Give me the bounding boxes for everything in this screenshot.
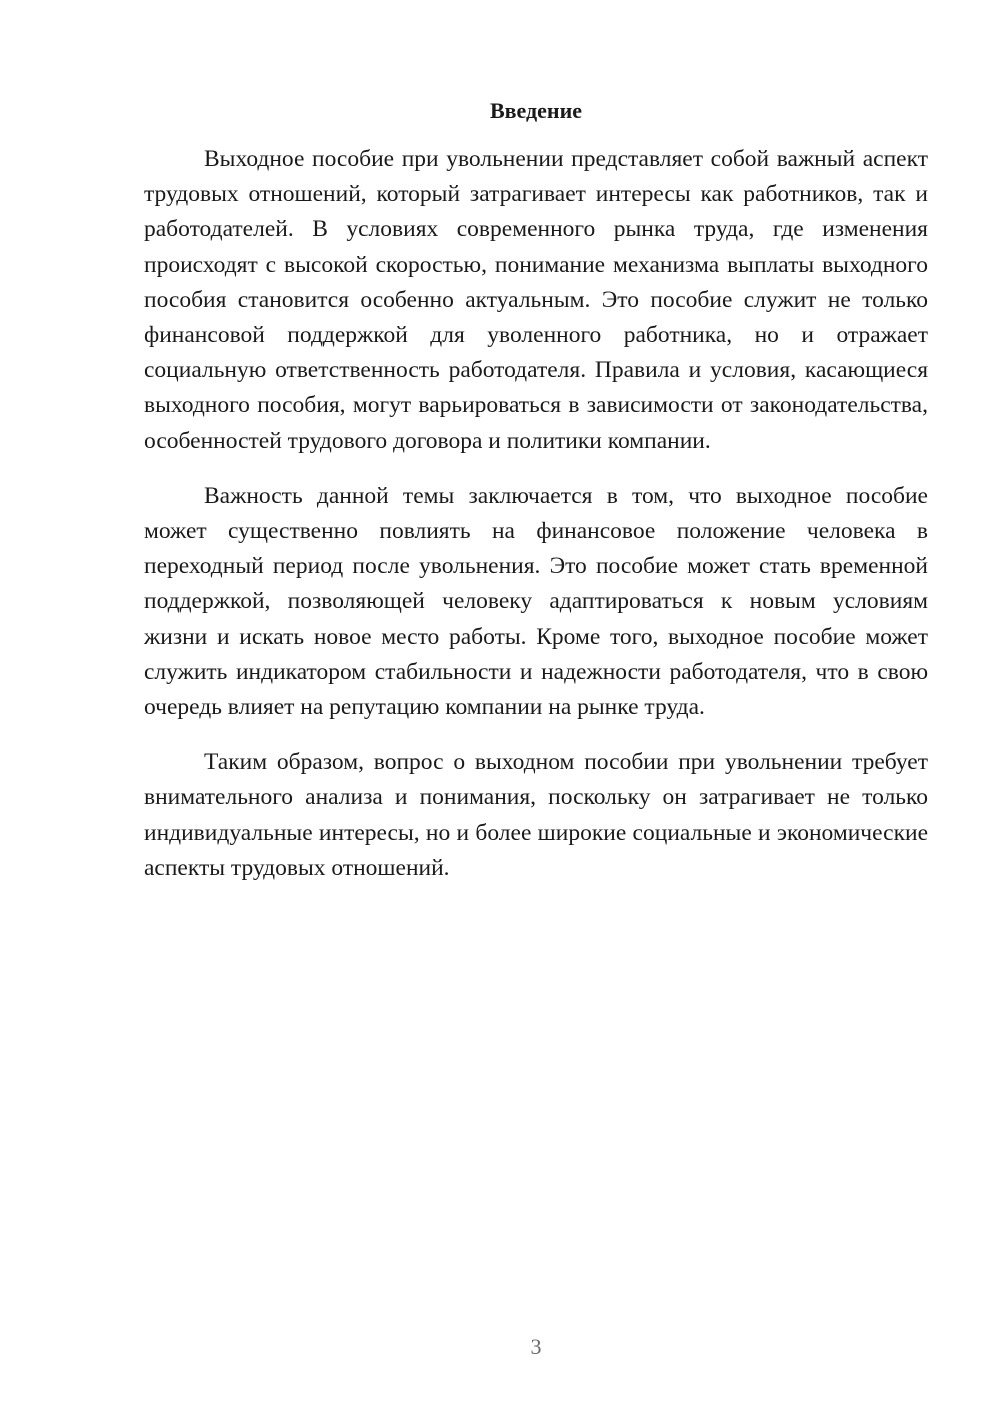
section-heading: Введение — [489, 98, 583, 123]
page-number: 3 — [530, 1334, 542, 1359]
paragraph-2: Важность данной темы заключается в том, что выходное пособие может существенно повлиять на финансовое положение человека в переходный период после увольнения. Это пособие может стать временной поддержкой, позволяющей человеку адаптироваться к новым условиям жизни и искать новое место работы. Кроме того, выходное пособие может служить индикатором стабильности и надежности работодателя, что в свою очередь влияет на репутацию компании на рынке труда. — [144, 482, 928, 721]
paragraph-1: Выходное пособие при увольнении представляет собой важный аспект трудовых отношений, который затрагивает интересы как работников, так и работодателей. В условиях современного рынка труда, где изменения происходят с высокой скоростью, понимание механизма выплаты выходного пособия становится особенно актуальным. Это пособие служит не только финансовой поддержкой для уволенного работника, но и отражает социальную ответственность работодателя. Правила и условия, касающиеся выходного пособия, могут варьироваться в зависимости от законодательства, особенностей трудового договора и политики компании. — [144, 146, 928, 454]
paragraph-3: Таким образом, вопрос о выходном пособии при увольнении требует внимательного анализа и понимания, поскольку он затрагивает не только индивидуальные интересы, но и более широкие социальные и экономические аспекты трудовых отношений. — [144, 749, 928, 881]
body-text — [144, 142, 928, 906]
